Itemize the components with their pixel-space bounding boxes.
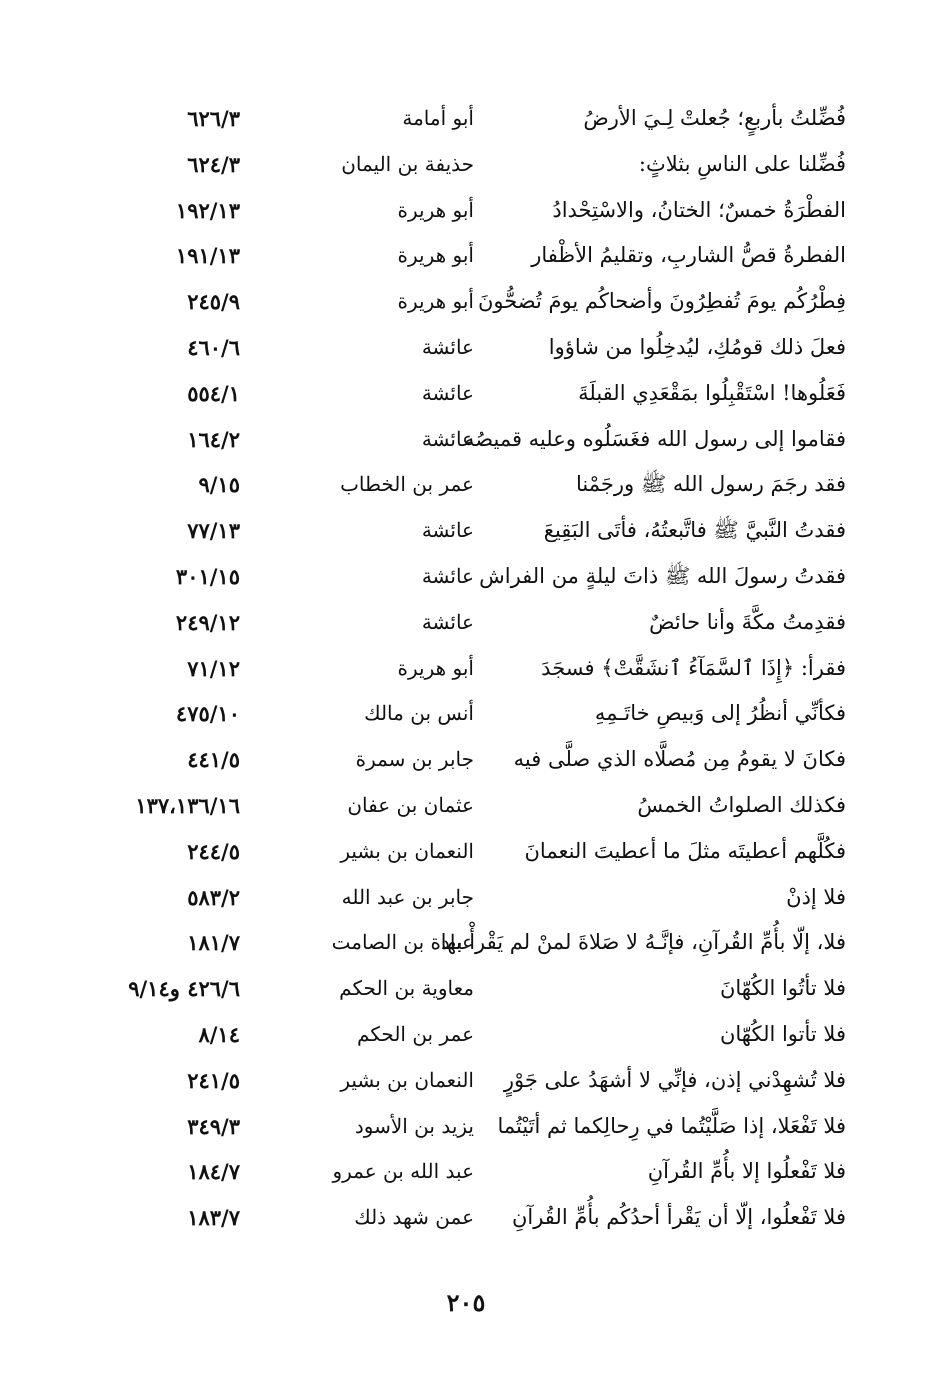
narrator-name: النعمان بن بشير bbox=[340, 1067, 474, 1092]
narrator-name: عمن شهد ذلك bbox=[354, 1205, 474, 1230]
volume-page-ref: ٤٢٦/٦ و٩/١٤ bbox=[128, 976, 240, 1002]
index-row bbox=[0, 554, 932, 600]
hadith-text: فُضِّلتُ بأربعٍ؛ جُعلتْ لِـيَ الأرضُ bbox=[583, 106, 846, 130]
volume-page-ref: ٤٦٠/٦ bbox=[187, 334, 240, 360]
volume-page-ref: ٢٤٩/١٢ bbox=[175, 609, 240, 635]
volume-page-ref: ٩/١٥ bbox=[198, 472, 240, 498]
hadith-text: فقدِمتُ مكَّةَ وأنا حائضٌ bbox=[649, 609, 846, 634]
index-row bbox=[0, 1104, 932, 1150]
hadith-text: فلا تأتوا الكُهّان bbox=[719, 1021, 846, 1046]
hadith-text: الفطرةُ قصُّ الشاربِ، وتقليمُ الأظْفار bbox=[531, 243, 846, 268]
narrator-name: أنس بن مالك bbox=[364, 701, 474, 726]
hadith-text: فَعَلُوها! اسْتَقْبِلُوا بمَقْعَدِي القبلَةَ bbox=[578, 380, 846, 405]
volume-page-ref: ٥٥٤/١ bbox=[187, 380, 240, 406]
volume-page-ref: ٦٢٦/٣ bbox=[187, 106, 240, 131]
volume-page-ref: ٦٢٤/٣ bbox=[187, 151, 240, 177]
hadith-text: فلا تأتُوا الكُهّانَ bbox=[719, 976, 846, 1001]
volume-page-ref: ٣٤٩/٣ bbox=[187, 1113, 240, 1139]
volume-page-ref: ٢٤٥/٩ bbox=[187, 289, 240, 315]
narrator-name: أبو هريرة bbox=[397, 243, 474, 268]
volume-page-ref: ١٨١/٧ bbox=[187, 930, 240, 956]
index-row bbox=[0, 188, 932, 234]
index-row bbox=[0, 96, 932, 142]
hadith-text: فلا تَفْعلُوا إلا بأُمِّ القُرآنِ bbox=[647, 1159, 846, 1184]
index-row bbox=[0, 737, 932, 783]
hadith-text: فقد رجَمَ رسول الله ﷺ ورجَمْنا bbox=[576, 472, 846, 497]
narrator-name: معاوية بن الحكم bbox=[339, 976, 474, 1001]
narrator-name: جابر بن سمرة bbox=[355, 747, 474, 772]
volume-page-ref: ١٨٣/٧ bbox=[187, 1205, 240, 1231]
index-row bbox=[0, 417, 932, 463]
narrator-name: عبادة بن الصامت bbox=[331, 930, 474, 955]
narrator-name: عثمان بن عفان bbox=[347, 792, 474, 817]
index-row bbox=[0, 875, 932, 921]
narrator-name: النعمان بن بشير bbox=[340, 838, 474, 863]
hadith-text: الفطْرَةُ خمسٌ؛ الختانُ، والاسْتِحْدادُ bbox=[552, 197, 846, 222]
hadith-text: فكذلك الصلواتُ الخمسُ bbox=[637, 792, 846, 817]
narrator-name: أبو هريرة bbox=[397, 655, 474, 680]
narrator-name: عائشة bbox=[421, 334, 474, 359]
narrator-name: أبو هريرة bbox=[397, 197, 474, 222]
volume-page-ref: ٢٤١/٥ bbox=[187, 1067, 240, 1093]
hadith-text: فلا تُشهِدْني إذن، فإنِّي لا أشهَدُ على جَوْرٍ bbox=[503, 1067, 846, 1092]
hadith-text: فكُلَّهم أعطيتَه مثلَ ما أعطيتَ النعمانَ bbox=[524, 838, 846, 863]
narrator-name: يزيد بن الأسود bbox=[354, 1113, 474, 1138]
hadith-text: فلا، إلّا بأُمِّ القُرآنِ، فإنَّـهُ لا صَلاةَ لمنْ لم يَقْرأْ بها bbox=[440, 930, 846, 955]
page-number: ٢٠٥ bbox=[446, 1288, 486, 1317]
hadith-text: فكانَ لا يقومُ مِن مُصلَّاه الذي صلَّى فيه bbox=[513, 747, 846, 772]
index-row bbox=[0, 142, 932, 188]
index-row bbox=[0, 920, 932, 966]
narrator-name: عبد الله بن عمرو bbox=[332, 1159, 474, 1184]
hadith-text: فقاموا إلى رسول الله فغَسَلُوه وعليه قميصُه bbox=[464, 426, 846, 451]
index-row bbox=[0, 508, 932, 554]
volume-page-ref: ٤٧٥/١٠ bbox=[175, 701, 240, 727]
volume-page-ref: ٧٧/١٣ bbox=[187, 518, 240, 544]
narrator-name: عائشة bbox=[421, 518, 474, 543]
volume-page-ref: ١٩١/١٣ bbox=[175, 243, 240, 269]
narrator-name: عائشة bbox=[421, 563, 474, 588]
index-row bbox=[0, 325, 932, 371]
narrator-name: أبو أمامة bbox=[402, 106, 474, 130]
index-row bbox=[0, 371, 932, 417]
hadith-text: فلا تَفْعَلا، إذا صَلَّيْتُما في رِحالِكما ثم أتَيْتُما bbox=[497, 1113, 846, 1138]
hadith-index-list bbox=[0, 96, 932, 1241]
volume-page-ref: ٨/١٤ bbox=[198, 1021, 240, 1047]
index-row bbox=[0, 646, 932, 692]
index-row bbox=[0, 1012, 932, 1058]
index-row bbox=[0, 462, 932, 508]
narrator-name: حذيفة بن اليمان bbox=[341, 151, 474, 176]
narrator-name: عائشة bbox=[421, 609, 474, 634]
index-row bbox=[0, 1195, 932, 1241]
index-row bbox=[0, 279, 932, 325]
volume-page-ref: ٥٨٣/٢ bbox=[187, 884, 240, 910]
narrator-name: جابر بن عبد الله bbox=[341, 884, 474, 909]
narrator-name: عائشة bbox=[421, 426, 474, 451]
volume-page-ref: ٢٤٤/٥ bbox=[187, 838, 240, 864]
hadith-text: فلا إذنْ bbox=[786, 884, 846, 909]
hadith-text: فقدتُ رسولَ الله ﷺ ذاتَ ليلةٍ من الفراش bbox=[479, 563, 846, 588]
narrator-name: عمر بن الحكم bbox=[357, 1021, 474, 1046]
index-row bbox=[0, 966, 932, 1012]
index-row bbox=[0, 600, 932, 646]
narrator-name: عائشة bbox=[421, 380, 474, 405]
hadith-text: فعلَ ذلك قومُكِ، ليُدخِلُوا من شاؤوا bbox=[548, 334, 846, 359]
volume-page-ref: ٧١/١٢ bbox=[187, 655, 240, 681]
narrator-name: عمر بن الخطاب bbox=[340, 472, 474, 497]
volume-page-ref: ١٣٧،١٣٦/١٦ bbox=[135, 792, 240, 818]
hadith-text: فقرأ: ﴿إِذَا ٱلسَّمَآءُ ٱنشَقَّتْ﴾ فسجَدَ bbox=[541, 655, 846, 680]
hadith-text: فُضِّلنا على الناسِ بثلاثٍ: bbox=[638, 151, 846, 176]
volume-page-ref: ١٩٢/١٣ bbox=[175, 197, 240, 223]
index-row bbox=[0, 691, 932, 737]
hadith-text: فلا تَفْعلُوا، إلّا أن يَقْرأ أحدُكُم بأُمِّ القُرآنِ bbox=[511, 1205, 846, 1230]
volume-page-ref: ١٦٤/٢ bbox=[187, 426, 240, 452]
index-row bbox=[0, 783, 932, 829]
volume-page-ref: ٤٤١/٥ bbox=[187, 747, 240, 773]
index-row bbox=[0, 1058, 932, 1104]
narrator-name: أبو هريرة bbox=[397, 289, 474, 314]
index-row bbox=[0, 829, 932, 875]
volume-page-ref: ١٨٤/٧ bbox=[187, 1159, 240, 1185]
index-row bbox=[0, 233, 932, 279]
hadith-text: فكأنِّي أنظُرُ إلى وَبيصِ خاتَـمِهِ bbox=[594, 701, 846, 726]
hadith-text: فِطْرُكُم يومَ تُفطِرُونَ وأضحاكُم يومَ تُضحُّونَ bbox=[477, 289, 846, 314]
hadith-text: فقدتُ النَّبيَّ ﷺ فاتَّبعتُهُ، فأتَى البَقِيعَ bbox=[543, 518, 846, 543]
volume-page-ref: ٣٠١/١٥ bbox=[175, 563, 240, 589]
index-row bbox=[0, 1149, 932, 1195]
